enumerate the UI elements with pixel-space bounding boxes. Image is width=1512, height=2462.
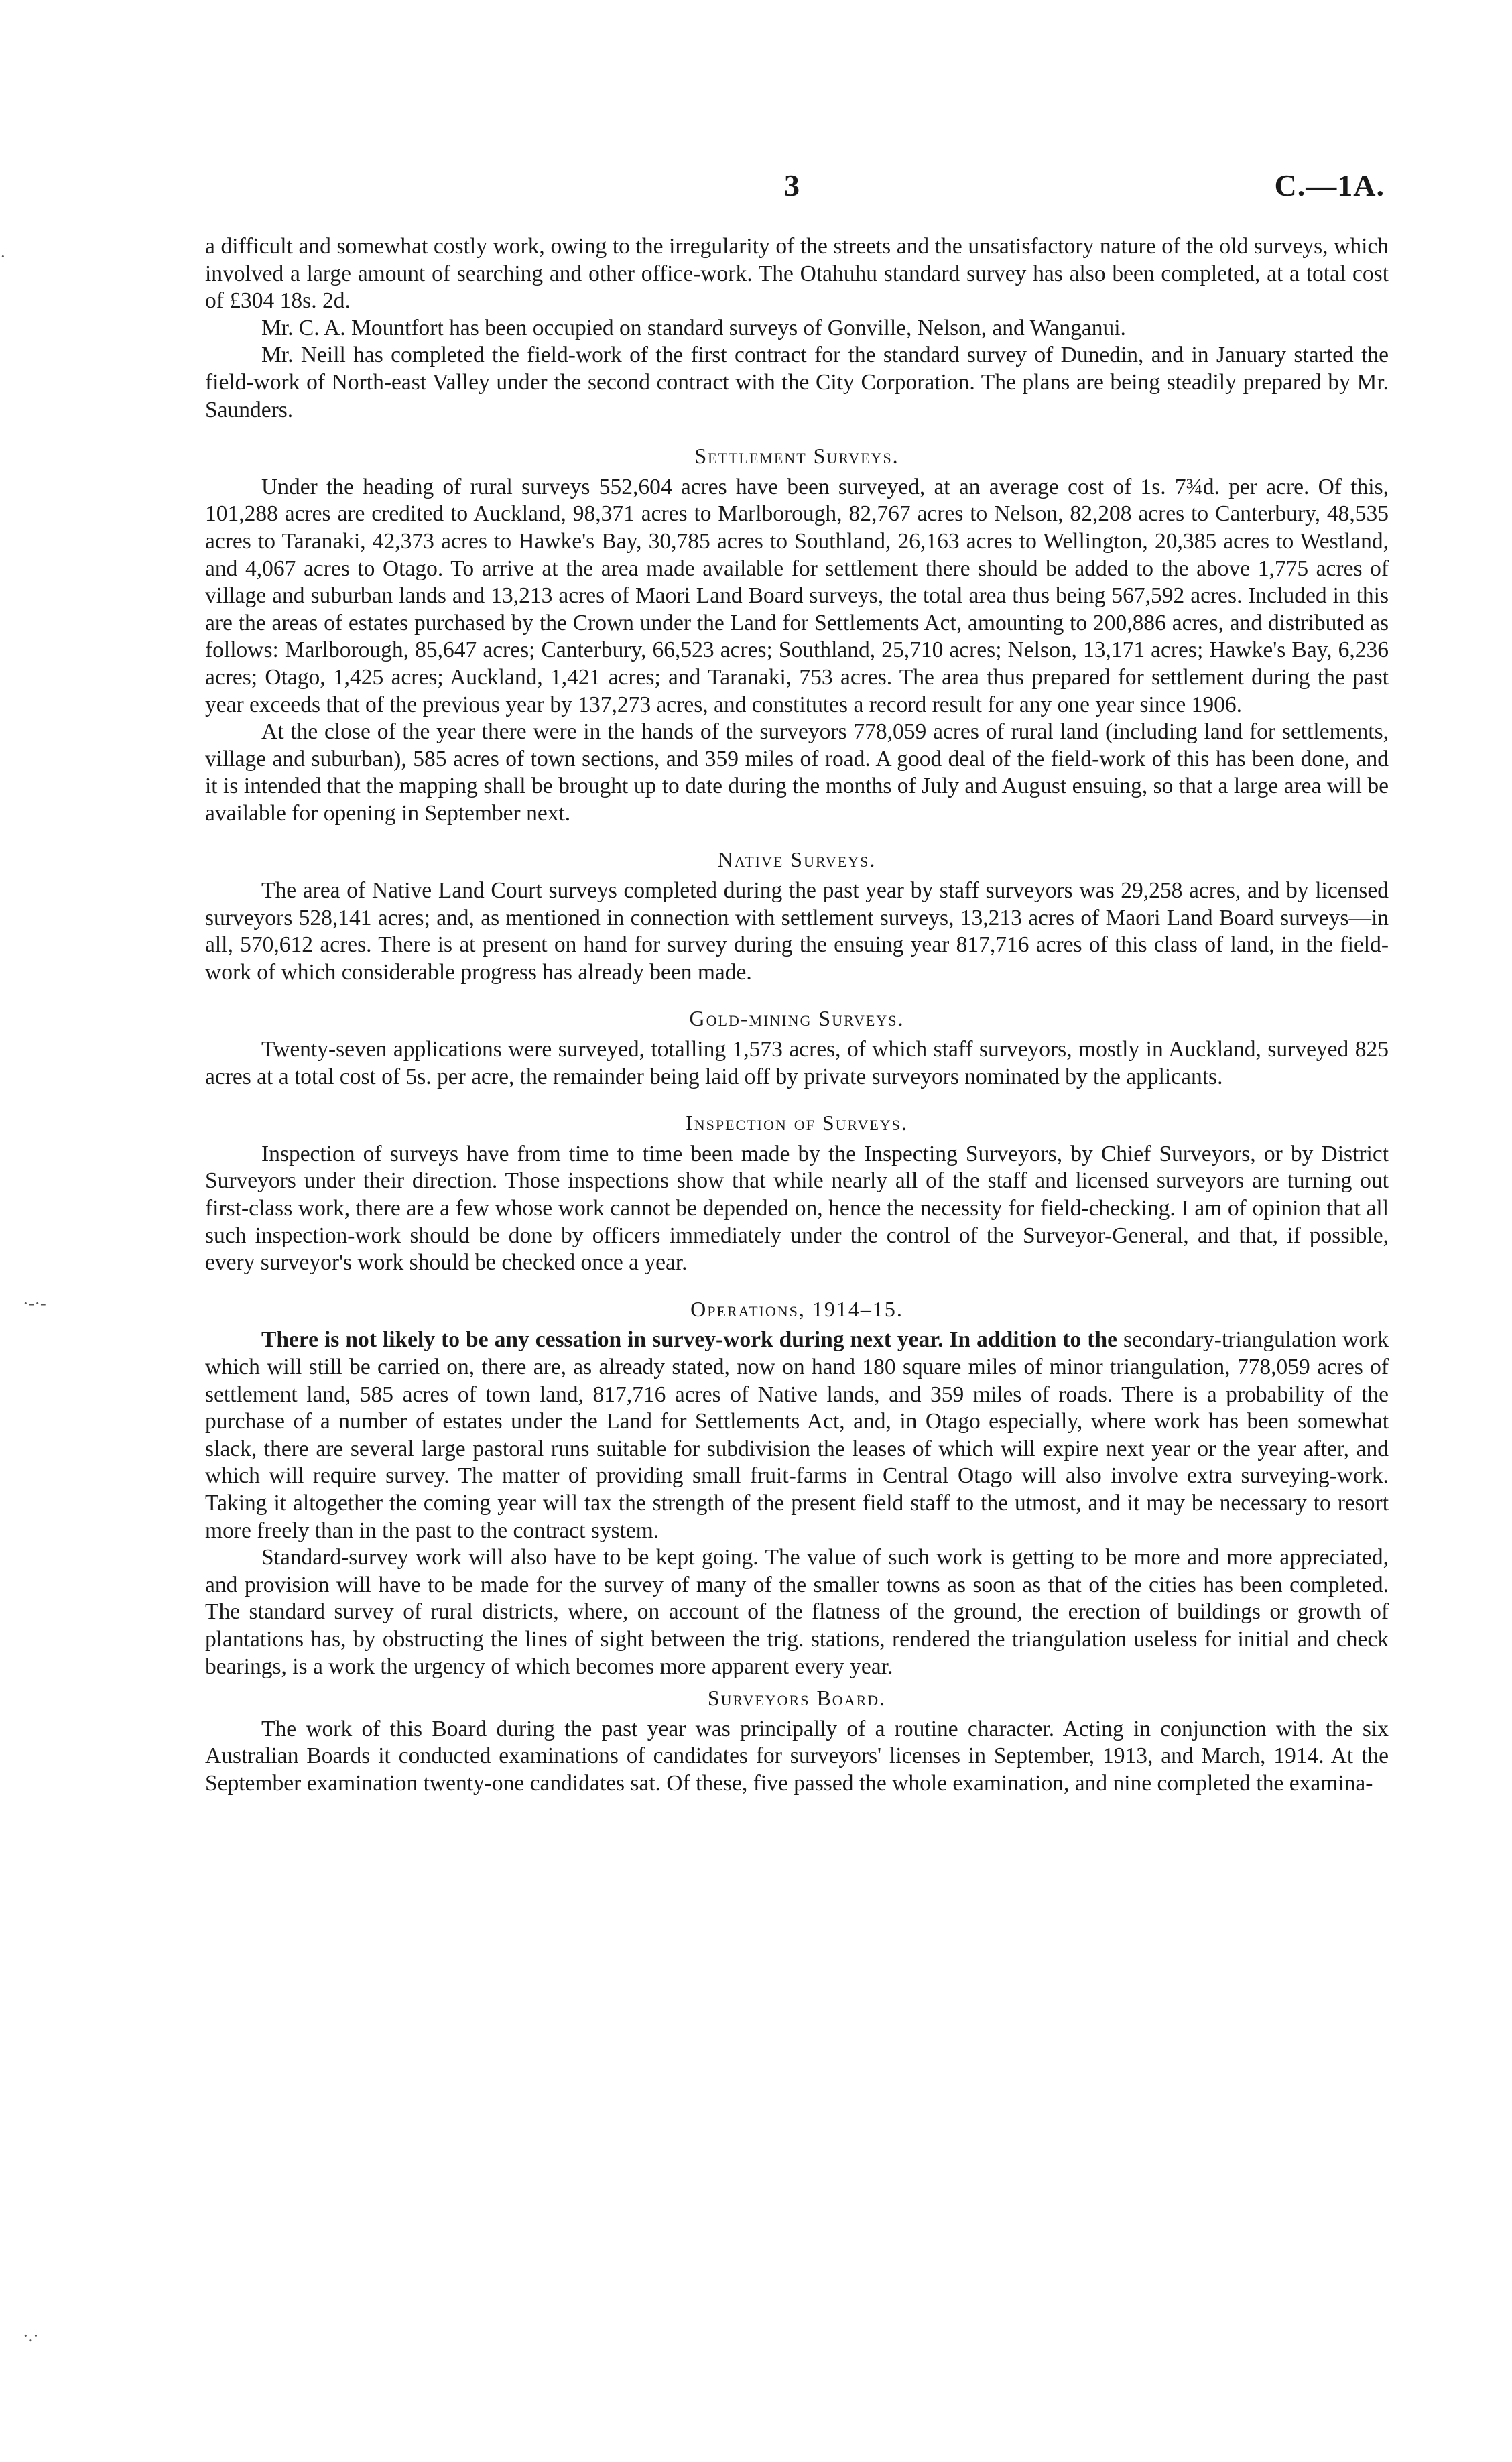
paragraph-intro-2: Mr. C. A. Mountfort has been occupied on standard surveys of Gonville, Nelson, and Wanganui. [261, 315, 1126, 341]
heading-gold-mining-surveys: Gold-mining Surveys. [689, 1006, 905, 1031]
operations-lead-sentence: There is not likely to be any cessation in survey-work during next year. In addition to the [261, 1327, 1117, 1353]
heading-surveyors-board: Surveyors Board. [707, 1686, 887, 1711]
heading-settlement-surveys: Settlement Surveys. [694, 444, 899, 469]
paragraph-settlement-1: Under the heading of rural surveys 552,604 acres have been surveyed, at an average cost of 1s. 7¾d. per acre. Of this, 101,288 acres are credited to Auckland, 98,371 acres to Marlborough, 82,767 acres to Nelson, 82,208 acres to Canterbury, 48,535 acres to Taranaki, 42,373 acres to Hawke's Bay, 30,785 acres to Southland, 26,163 acres to Wellington, 20,385 acres to Westland, and 4,067 acres to Otago. To arrive at the area made available for settlement there should be added to the above 1,775 acres of village and suburban lands and 13,213 acres of Maori Land Board surveys, the total area thus being 567,592 acres. Included in this are the areas of estates purchased by the Crown under the Land for Settlements Act, amounting to 200,886 acres, and distributed as follows: Marlborough, 85,647 acres; Canterbury, 66,523 acres; Southland, 25,710 acres; Nelson, 13,171 acres; Hawke's Bay, 6,236 acres; Otago, 1,425 acres; Auckland, 1,421 acres; and Taranaki, 753 acres. The area thus prepared for settlement during the past year exceeds that of the previous year by 137,273 acres, and constitutes a record result for any one year since 1906. [205, 474, 1389, 717]
paragraph-surveyors-board-1: The work of this Board during the past year was principally of a routine character. Acting in conjunction with the six Australian Boards it conducted examinations of candidates for surveyors' licenses in September, 1913, and March, 1914. At the September examination twenty-one candidates sat. Of these, five passed the whole examination, and nine completed the examina- [205, 1716, 1389, 1796]
body-text [205, 233, 1389, 1797]
paragraph-intro-3: Mr. Neill has completed the field-work of the first contract for the standard survey of Dunedin, and in January started the field-work of North-east Valley under the second contract with the City Corporation. The plans are being steadily prepared by Mr. Saunders. [205, 343, 1389, 422]
scan-mark: ·.· [23, 2326, 39, 2345]
scan-mark: · [0, 247, 6, 266]
paragraph-settlement-2: At the close of the year there were in the hands of the surveyors 778,059 acres of rural land (including land for settlements, village and suburban), 585 acres of town sections, and 359 miles of road. A good deal of the field-work of this has been done, and it is intended that the mapping shall be brought up to date during the months of July and August ensuing, so that a large area will be available for opening in September next. [205, 719, 1389, 826]
heading-inspection-of-surveys: Inspection of Surveys. [686, 1111, 908, 1135]
operations-rest: secondary-triangulation work which will still be carried on, there are, as already stated, now on hand 180 square miles of minor triangulation, 778,059 acres of settlement land, 585 acres of town land, 817,716 acres of Native lands, and 359 miles of roads. There is a probability of the purchase of a number of estates under the Land for Settlements Act, and, in Otago especially, where work has been somewhat slack, there are several large pastoral runs suitable for subdivision the leases of which will expire next year or the year after, and which will require survey. The matter of providing small fruit-farms in Central Otago will also involve extra surveying-work. Taking it altogether the coming year will tax the strength of the present field staff to the utmost, and it may be necessary to resort more freely than in the past to the contract system. [205, 1327, 1389, 1543]
heading-native-surveys: Native Surveys. [717, 847, 877, 872]
paragraph-intro-1: a difficult and somewhat costly work, owing to the irregularity of the streets and the unsatisfactory nature of the old surveys, which involved a large amount of searching and other office-work. The Otahuhu standard survey has also been completed, at a total cost of £304 18s. 2d. [205, 234, 1389, 314]
paragraph-operations-2: Standard-survey work will also have to be kept going. The value of such work is getting to be more and more appreciated, and provision will have to be made for the survey of many of the smaller towns as soon as that of the cities has been completed. The standard survey of rural districts, where, on account of the flatness of the ground, the erection of buildings or growth of plantations has, by obstructing the lines of sight between the trig. stations, rendered the triangulation useless for initial and check bearings, is a work the urgency of which becomes more apparent every year. [205, 1545, 1389, 1679]
scan-mark: ·-·- [23, 1294, 46, 1313]
page-header [0, 168, 1512, 221]
page-number: 3 [784, 168, 800, 202]
paragraph-operations-1 [205, 1327, 1389, 1544]
paragraph-gold-mining-1: Twenty-seven applications were surveyed, totalling 1,573 acres, of which staff surveyors, mostly in Auckland, surveyed 825 acres at a total cost of 5s. per acre, the remainder being laid off by private surveyors nominated by the applicants. [205, 1037, 1389, 1089]
heading-operations: Operations, 1914–15. [690, 1296, 903, 1321]
paragraph-native-1: The area of Native Land Court surveys completed during the past year by staff surveyors was 29,258 acres, and by licensed surveyors 528,141 acres; and, as mentioned in connection with settlement surveys, 13,213 acres of Maori Land Board surveys—in all, 570,612 acres. There is at present on hand for survey during the ensuing year 817,716 acres of this class of land, in the field-work of which considerable progress has already been made. [205, 878, 1389, 985]
document-reference: C.—1A. [1274, 168, 1385, 202]
paragraph-inspection-1: Inspection of surveys have from time to time been made by the Inspecting Surveyors, by Chief Surveyors, or by District Surveyors under their direction. Those inspections show that while nearly all of the staff and licensed surveyors are turning out first-class work, there are a few whose work cannot be depended on, hence the necessity for field-checking. I am of opinion that all such inspection-work should be done by officers immediately under the control of the Surveyor-General, and that, if possible, every surveyor's work should be checked once a year. [205, 1141, 1389, 1276]
